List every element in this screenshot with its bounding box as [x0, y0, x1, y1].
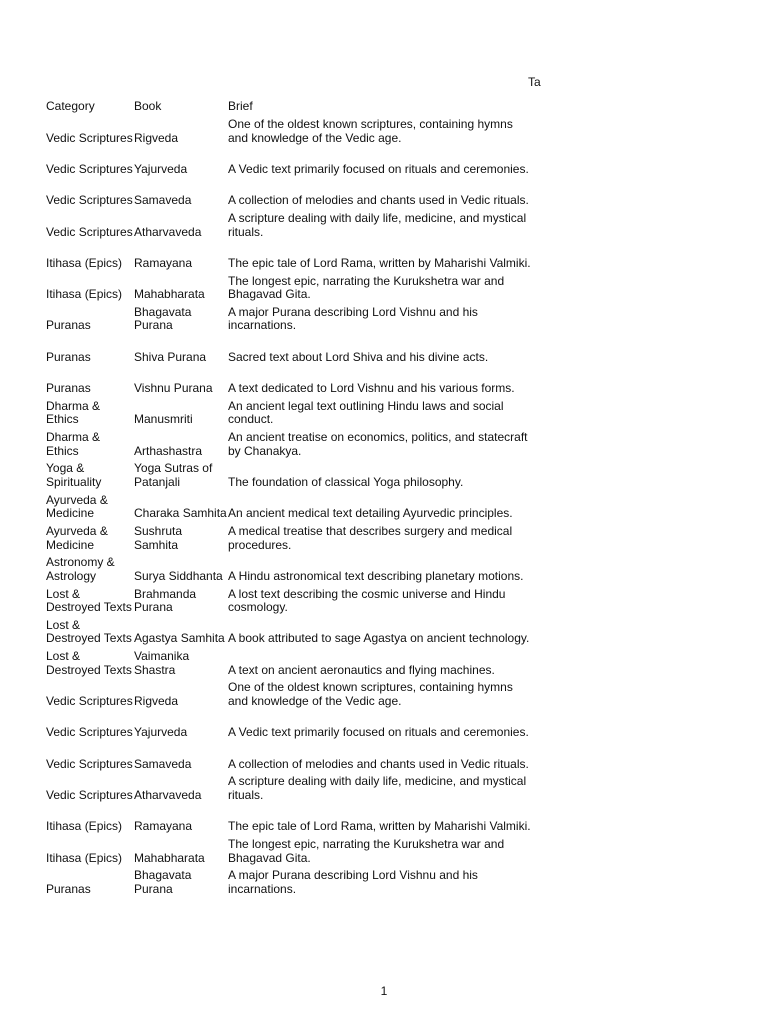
category-cell: Ayurveda & Medicine — [46, 492, 108, 521]
category-cell: Lost & Destroyed Texts — [46, 617, 132, 646]
table-row — [46, 241, 536, 272]
book-cell: Sushruta Samhita — [134, 523, 183, 552]
table-row — [46, 585, 536, 616]
book-cell: Vaimanika Shastra — [134, 649, 190, 677]
category-cell: Vedic Scriptures — [46, 694, 133, 709]
book-cell: Samaveda — [134, 193, 192, 208]
category-cell: Itihasa (Epics) — [46, 819, 123, 834]
brief-cell: A medical treatise that describes surgery and medical procedures. — [228, 523, 513, 552]
category-cell: Lost & Destroyed Texts — [46, 649, 132, 677]
table-row — [46, 773, 536, 804]
column-header-book: Book — [134, 99, 162, 114]
book-cell: Vishnu Purana — [134, 381, 213, 396]
column-header-brief: Brief — [228, 99, 253, 114]
book-cell: Yajurveda — [134, 725, 188, 740]
header-title-fragment: Ta — [528, 75, 541, 89]
brief-cell: The longest epic, narrating the Kurukshetra war and Bhagavad Gita. — [228, 273, 505, 302]
table-row — [46, 617, 536, 648]
book-cell: Mahabharata — [134, 850, 205, 865]
brief-cell: A major Purana describing Lord Vishnu and his incarnations. — [228, 304, 478, 333]
brief-cell: Sacred text about Lord Shiva and his divine acts. — [228, 349, 489, 364]
table-row — [46, 648, 536, 679]
book-cell: Brahmanda Purana — [134, 586, 197, 615]
table-row — [46, 742, 536, 773]
table-row — [46, 116, 536, 147]
column-header-category: Category — [46, 99, 95, 114]
brief-cell: A scripture dealing with daily life, medicine, and mystical rituals. — [228, 211, 527, 239]
brief-cell: A collection of melodies and chants used in Vedic rituals. — [228, 756, 529, 771]
book-cell: Yoga Sutras of Patanjali — [134, 461, 213, 489]
book-cell: Agastya Samhita — [134, 631, 225, 646]
category-cell: Vedic Scriptures — [46, 224, 133, 239]
table-row — [46, 711, 536, 742]
book-cell: Surya Siddhanta — [134, 568, 223, 583]
category-cell: Vedic Scriptures — [46, 787, 133, 802]
brief-cell: A lost text describing the cosmic universe and Hindu cosmology. — [228, 586, 506, 615]
brief-cell: A text dedicated to Lord Vishnu and his various forms. — [228, 381, 515, 396]
book-cell: Bhagavata Purana — [134, 304, 192, 333]
table-row — [46, 867, 536, 898]
book-cell: Manusmriti — [134, 412, 193, 427]
brief-cell: An ancient medical text detailing Ayurvedic principles. — [228, 506, 513, 521]
table-row — [46, 460, 536, 491]
book-cell: Yajurveda — [134, 162, 188, 176]
category-cell: Itihasa (Epics) — [46, 255, 123, 270]
category-cell: Vedic Scriptures — [46, 130, 133, 145]
category-cell: Dharma & Ethics — [46, 398, 101, 427]
category-cell: Itihasa (Epics) — [46, 287, 123, 302]
brief-cell: The longest epic, narrating the Kurukshetra war and Bhagavad Gita. — [228, 836, 505, 865]
book-cell: Charaka Samhita — [134, 506, 227, 521]
table-row — [46, 272, 536, 303]
book-cell: Atharvaveda — [134, 224, 202, 239]
book-cell: Shiva Purana — [134, 349, 207, 364]
category-cell: Vedic Scriptures — [46, 756, 133, 771]
brief-cell: One of the oldest known scriptures, containing hymns and knowledge of the Vedic age. — [228, 680, 513, 709]
brief-cell: An ancient legal text outlining Hindu laws and social conduct. — [228, 398, 504, 427]
table-row — [46, 523, 536, 554]
table-row — [46, 366, 536, 397]
brief-cell: The epic tale of Lord Rama, written by Maharishi Valmiki. — [228, 819, 531, 834]
brief-cell: A Hindu astronomical text describing planetary motions. — [228, 568, 524, 583]
table-row — [46, 179, 536, 210]
brief-cell: A book attributed to sage Agastya on ancient technology. — [228, 631, 530, 646]
table-row — [46, 398, 536, 429]
book-cell: Ramayana — [134, 255, 193, 270]
table-row — [46, 147, 536, 178]
category-cell: Ayurveda & Medicine — [46, 523, 108, 552]
table-row — [46, 836, 536, 867]
book-cell: Mahabharata — [134, 287, 205, 302]
page-number: 1 — [380, 984, 388, 998]
table-row — [46, 492, 536, 523]
book-cell: Rigveda — [134, 694, 179, 709]
category-cell: Puranas — [46, 381, 91, 396]
books-table — [46, 97, 536, 898]
category-cell: Lost & Destroyed Texts — [46, 586, 132, 615]
brief-cell: A collection of melodies and chants used in Vedic rituals. — [228, 193, 529, 208]
table-row — [46, 679, 536, 710]
table-row — [46, 210, 536, 241]
brief-cell: A major Purana describing Lord Vishnu and his incarnations. — [228, 868, 478, 896]
brief-cell: The foundation of classical Yoga philosophy. — [228, 474, 464, 489]
category-cell: Puranas — [46, 881, 91, 896]
category-cell: Puranas — [46, 349, 91, 364]
book-cell: Ramayana — [134, 819, 193, 834]
brief-cell: A Vedic text primarily focused on rituals and ceremonies. — [228, 725, 529, 740]
table-row — [46, 429, 536, 460]
category-cell: Vedic Scriptures — [46, 193, 133, 208]
table-row — [46, 805, 536, 836]
book-cell: Rigveda — [134, 130, 179, 145]
brief-cell: A text on ancient aeronautics and flying machines. — [228, 662, 495, 677]
brief-cell: One of the oldest known scriptures, containing hymns and knowledge of the Vedic age. — [228, 117, 513, 145]
category-cell: Vedic Scriptures — [46, 162, 133, 176]
table-header-row — [46, 97, 536, 116]
brief-cell: A scripture dealing with daily life, medicine, and mystical rituals. — [228, 774, 527, 802]
brief-cell: The epic tale of Lord Rama, written by Maharishi Valmiki. — [228, 255, 531, 270]
table-row — [46, 335, 536, 366]
table-row — [46, 304, 536, 335]
category-cell: Itihasa (Epics) — [46, 850, 123, 865]
book-cell: Samaveda — [134, 756, 192, 771]
book-cell: Atharvaveda — [134, 787, 202, 802]
brief-cell: An ancient treatise on economics, politics, and statecraft by Chanakya. — [228, 430, 528, 458]
category-cell: Vedic Scriptures — [46, 725, 133, 740]
book-cell: Bhagavata Purana — [134, 868, 192, 896]
book-cell: Arthashastra — [134, 443, 203, 458]
category-cell: Yoga & Spirituality — [46, 461, 102, 489]
category-cell: Dharma & Ethics — [46, 430, 101, 458]
table-row — [46, 554, 536, 585]
category-cell: Puranas — [46, 318, 91, 333]
category-cell: Astronomy & Astrology — [46, 555, 115, 583]
brief-cell: A Vedic text primarily focused on rituals and ceremonies. — [228, 162, 529, 176]
